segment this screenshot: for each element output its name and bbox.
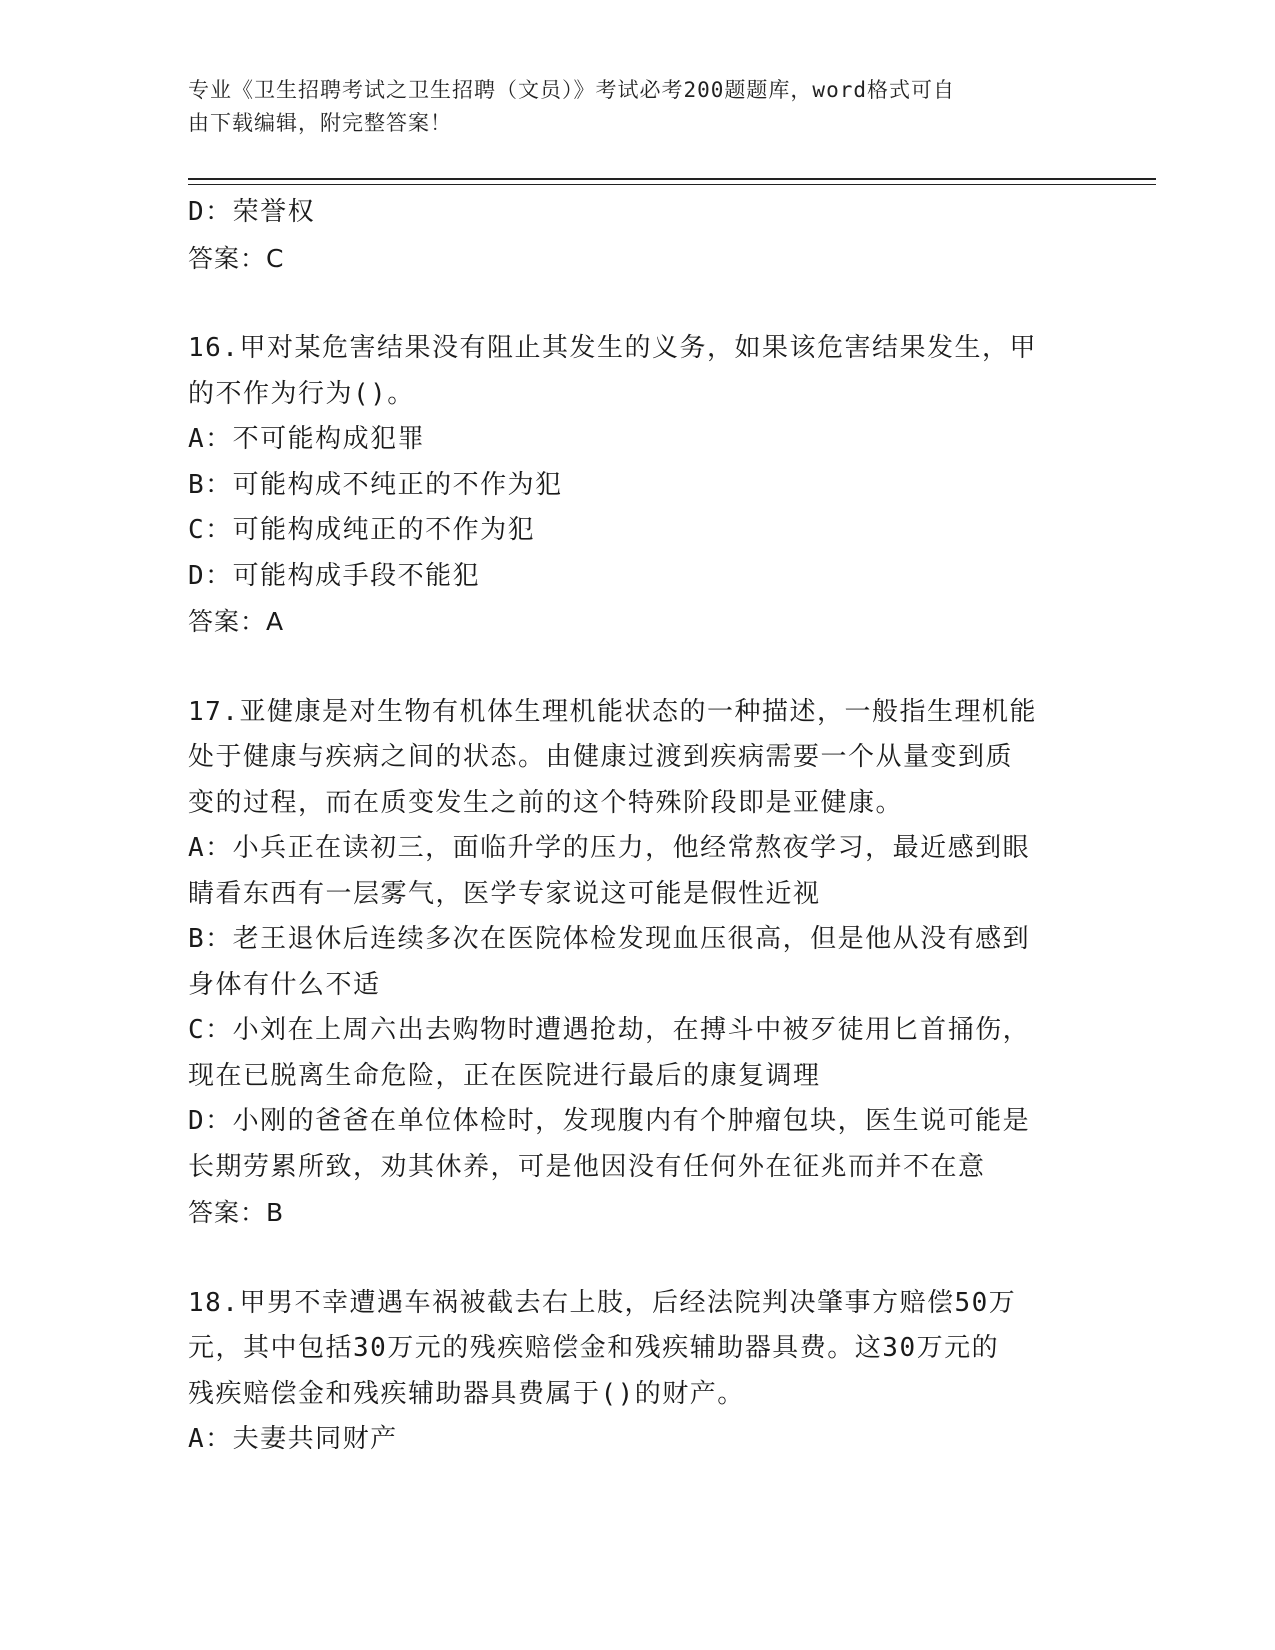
question-17 (188, 690, 1088, 1236)
option-a-cont: 睛看东西有一层雾气，医学专家说这可能是假性近视 (188, 878, 821, 909)
question-stem: 17.亚健康是对生物有机体生理机能状态的一种描述，一般指生理机能 (188, 696, 1037, 727)
answer: 答案：B (188, 1198, 285, 1227)
header-line: 由下载编辑，附完整答案！ (188, 111, 452, 135)
question-16 (188, 326, 1088, 645)
option-c: C：可能构成纯正的不作为犯 (188, 515, 536, 545)
answer: 答案：A (188, 607, 285, 636)
option-d-cont: 长期劳累所致，劝其休养，可是他因没有任何外在征兆而并不在意 (188, 1151, 986, 1182)
document-content (188, 190, 1088, 1463)
previous-question-tail (188, 190, 1088, 281)
question-18 (188, 1281, 1088, 1463)
option-a: A：不可能构成犯罪 (188, 424, 426, 454)
header-line: 专业《卫生招聘考试之卫生招聘（文员）》考试必考200题题库，word格式可自 (188, 78, 955, 102)
option-d: D：可能构成手段不能犯 (188, 560, 481, 591)
question-stem: 16.甲对某危害结果没有阻止其发生的义务，如果该危害结果发生，甲 (188, 333, 1037, 363)
option-c: C：小刘在上周六出去购物时遭遇抢劫，在搏斗中被歹徒用匕首捅伤， (188, 1015, 1031, 1045)
option-a: A：小兵正在读初三，面临升学的压力，他经常熬夜学习，最近感到眼 (188, 833, 1031, 863)
question-stem: 残疾赔偿金和残疾辅助器具费属于()的财产。 (188, 1378, 745, 1409)
option-d: D：荣誉权 (188, 197, 316, 227)
option-c-cont: 现在已脱离生命危险，正在医院进行最后的康复调理 (188, 1060, 821, 1091)
answer: 答案：C (188, 243, 285, 273)
option-b-cont: 身体有什么不适 (188, 969, 381, 1000)
page-header (188, 74, 1088, 140)
option-d: D：小刚的爸爸在单位体检时，发现腹内有个肿瘤包块，医生说可能是 (188, 1106, 1031, 1136)
header-divider-thick (188, 178, 1156, 180)
option-b: B：可能构成不纯正的不作为犯 (188, 469, 563, 500)
option-b: B：老王退休后连续多次在医院体检发现血压很高，但是他从没有感到 (188, 924, 1031, 954)
question-stem: 变的过程，而在质变发生之前的这个特殊阶段即是亚健康。 (188, 787, 904, 818)
question-stem: 18.甲男不幸遭遇车祸被截去右上肢，后经法院判决肇事方赔偿50万 (188, 1287, 1017, 1318)
question-stem: 处于健康与疾病之间的状态。由健康过渡到疾病需要一个从量变到质 (188, 742, 1014, 772)
option-a: A：夫妻共同财产 (188, 1424, 398, 1454)
question-stem: 的不作为行为()。 (188, 378, 415, 409)
header-divider-thin (188, 184, 1156, 185)
question-stem: 元，其中包括30万元的残疾赔偿金和残疾辅助器具费。这30万元的 (188, 1333, 1000, 1363)
